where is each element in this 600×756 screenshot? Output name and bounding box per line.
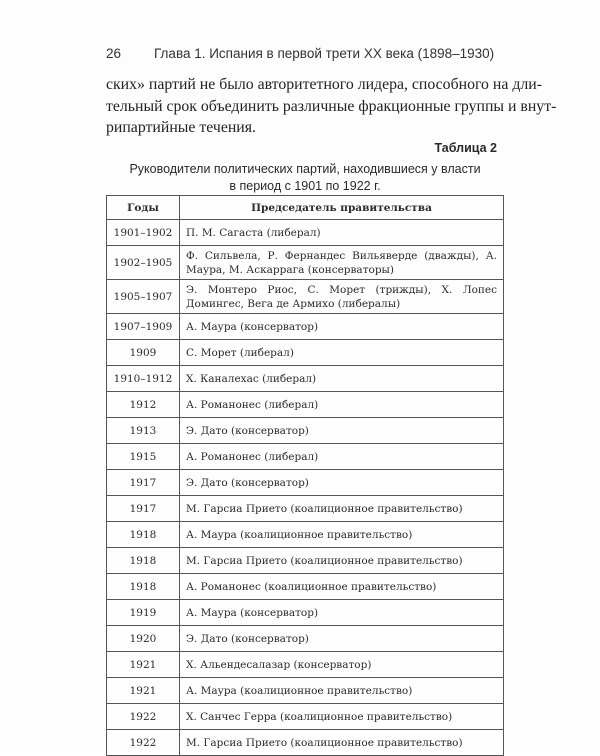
table-row	[107, 704, 504, 730]
table-caption	[106, 161, 504, 195]
body-line: рипартийные течения.	[106, 119, 256, 136]
chairman-cell: А. Маура (консерватор)	[180, 314, 504, 340]
chairman-cell: М. Гарсиа Прието (коалиционное правительство)	[180, 730, 504, 756]
table-row	[107, 314, 504, 340]
table-row	[107, 470, 504, 496]
table-row	[107, 574, 504, 600]
year-cell: 1918	[107, 574, 180, 600]
table-row	[107, 600, 504, 626]
year-cell: 1917	[107, 496, 180, 522]
year-cell: 1917	[107, 470, 180, 496]
year-cell: 1902–1905	[107, 246, 180, 280]
page-number: 26	[106, 46, 122, 61]
table-caption-line: Руководители политических партий, находившиеся у власти	[129, 162, 481, 176]
chairman-cell: А. Романонес (либерал)	[180, 392, 504, 418]
chairman-cell: А. Маура (консерватор)	[180, 600, 504, 626]
chairman-cell: А. Романонес (коалиционное правительство)	[180, 574, 504, 600]
chairman-cell: А. Маура (коалиционное правительство)	[180, 678, 504, 704]
chairman-cell: Э. Монтеро Риос, С. Морет (трижды), Х. Лопес Домингес, Вега де Армихо (либералы)	[180, 280, 504, 314]
chapter-title: Глава 1. Испания в первой трети XX века (1898–1930)	[154, 46, 495, 61]
chairman-cell: А. Маура (коалиционное правительство)	[180, 522, 504, 548]
table-row	[107, 626, 504, 652]
column-header-years: Годы	[107, 196, 180, 220]
year-cell: 1901–1902	[107, 220, 180, 246]
table-row	[107, 678, 504, 704]
year-cell: 1922	[107, 704, 180, 730]
table-label: Таблица 2	[434, 141, 497, 155]
chairman-cell: С. Морет (либерал)	[180, 340, 504, 366]
body-line: тельный срок объединить различные фракционные группы и внут-	[106, 97, 557, 115]
table-row	[107, 418, 504, 444]
table-row	[107, 548, 504, 574]
year-cell: 1915	[107, 444, 180, 470]
column-header-chairman: Председатель правительства	[180, 196, 504, 220]
year-cell: 1912	[107, 392, 180, 418]
year-cell: 1919	[107, 600, 180, 626]
table-row	[107, 340, 504, 366]
table-row	[107, 652, 504, 678]
chairman-cell: Х. Альендесалазар (консерватор)	[180, 652, 504, 678]
chairman-cell: Х. Санчес Герра (коалиционное правительство)	[180, 704, 504, 730]
year-cell: 1909	[107, 340, 180, 366]
year-cell: 1918	[107, 522, 180, 548]
chairman-cell: П. М. Сагаста (либерал)	[180, 220, 504, 246]
year-cell: 1922	[107, 730, 180, 756]
year-cell: 1913	[107, 418, 180, 444]
body-line: ских» партий не было авторитетного лидера, способного на дли-	[106, 76, 542, 93]
table-row	[107, 392, 504, 418]
chairman-cell: М. Гарсиа Прието (коалиционное правительство)	[180, 548, 504, 574]
year-cell: 1910–1912	[107, 366, 180, 392]
year-cell: 1905–1907	[107, 280, 180, 314]
chairman-cell: Ф. Сильвела, Р. Фернандес Вильяверде (дважды), А. Маура, М. Аскаррага (консерваторы)	[180, 246, 504, 280]
table-row	[107, 246, 504, 280]
running-head	[106, 46, 506, 61]
table-row	[107, 496, 504, 522]
year-cell: 1921	[107, 652, 180, 678]
table-row	[107, 366, 504, 392]
table-row	[107, 730, 504, 756]
year-cell: 1921	[107, 678, 180, 704]
year-cell: 1907–1909	[107, 314, 180, 340]
year-cell: 1920	[107, 626, 180, 652]
table-row	[107, 444, 504, 470]
chairman-cell: Э. Дато (консерватор)	[180, 470, 504, 496]
year-cell: 1918	[107, 548, 180, 574]
chairman-cell: Э. Дато (консерватор)	[180, 418, 504, 444]
chairman-cell: Х. Каналехас (либерал)	[180, 366, 504, 392]
table-row	[107, 522, 504, 548]
table-header-row	[107, 196, 504, 220]
table-row	[107, 280, 504, 314]
body-paragraph	[106, 74, 557, 139]
chairman-cell: М. Гарсиа Прието (коалиционное правительство)	[180, 496, 504, 522]
leaders-table	[106, 195, 504, 756]
chairman-cell: А. Романонес (либерал)	[180, 444, 504, 470]
chairman-cell: Э. Дато (консерватор)	[180, 626, 504, 652]
table-row	[107, 220, 504, 246]
table-caption-line: в период с 1901 по 1922 г.	[229, 179, 381, 193]
